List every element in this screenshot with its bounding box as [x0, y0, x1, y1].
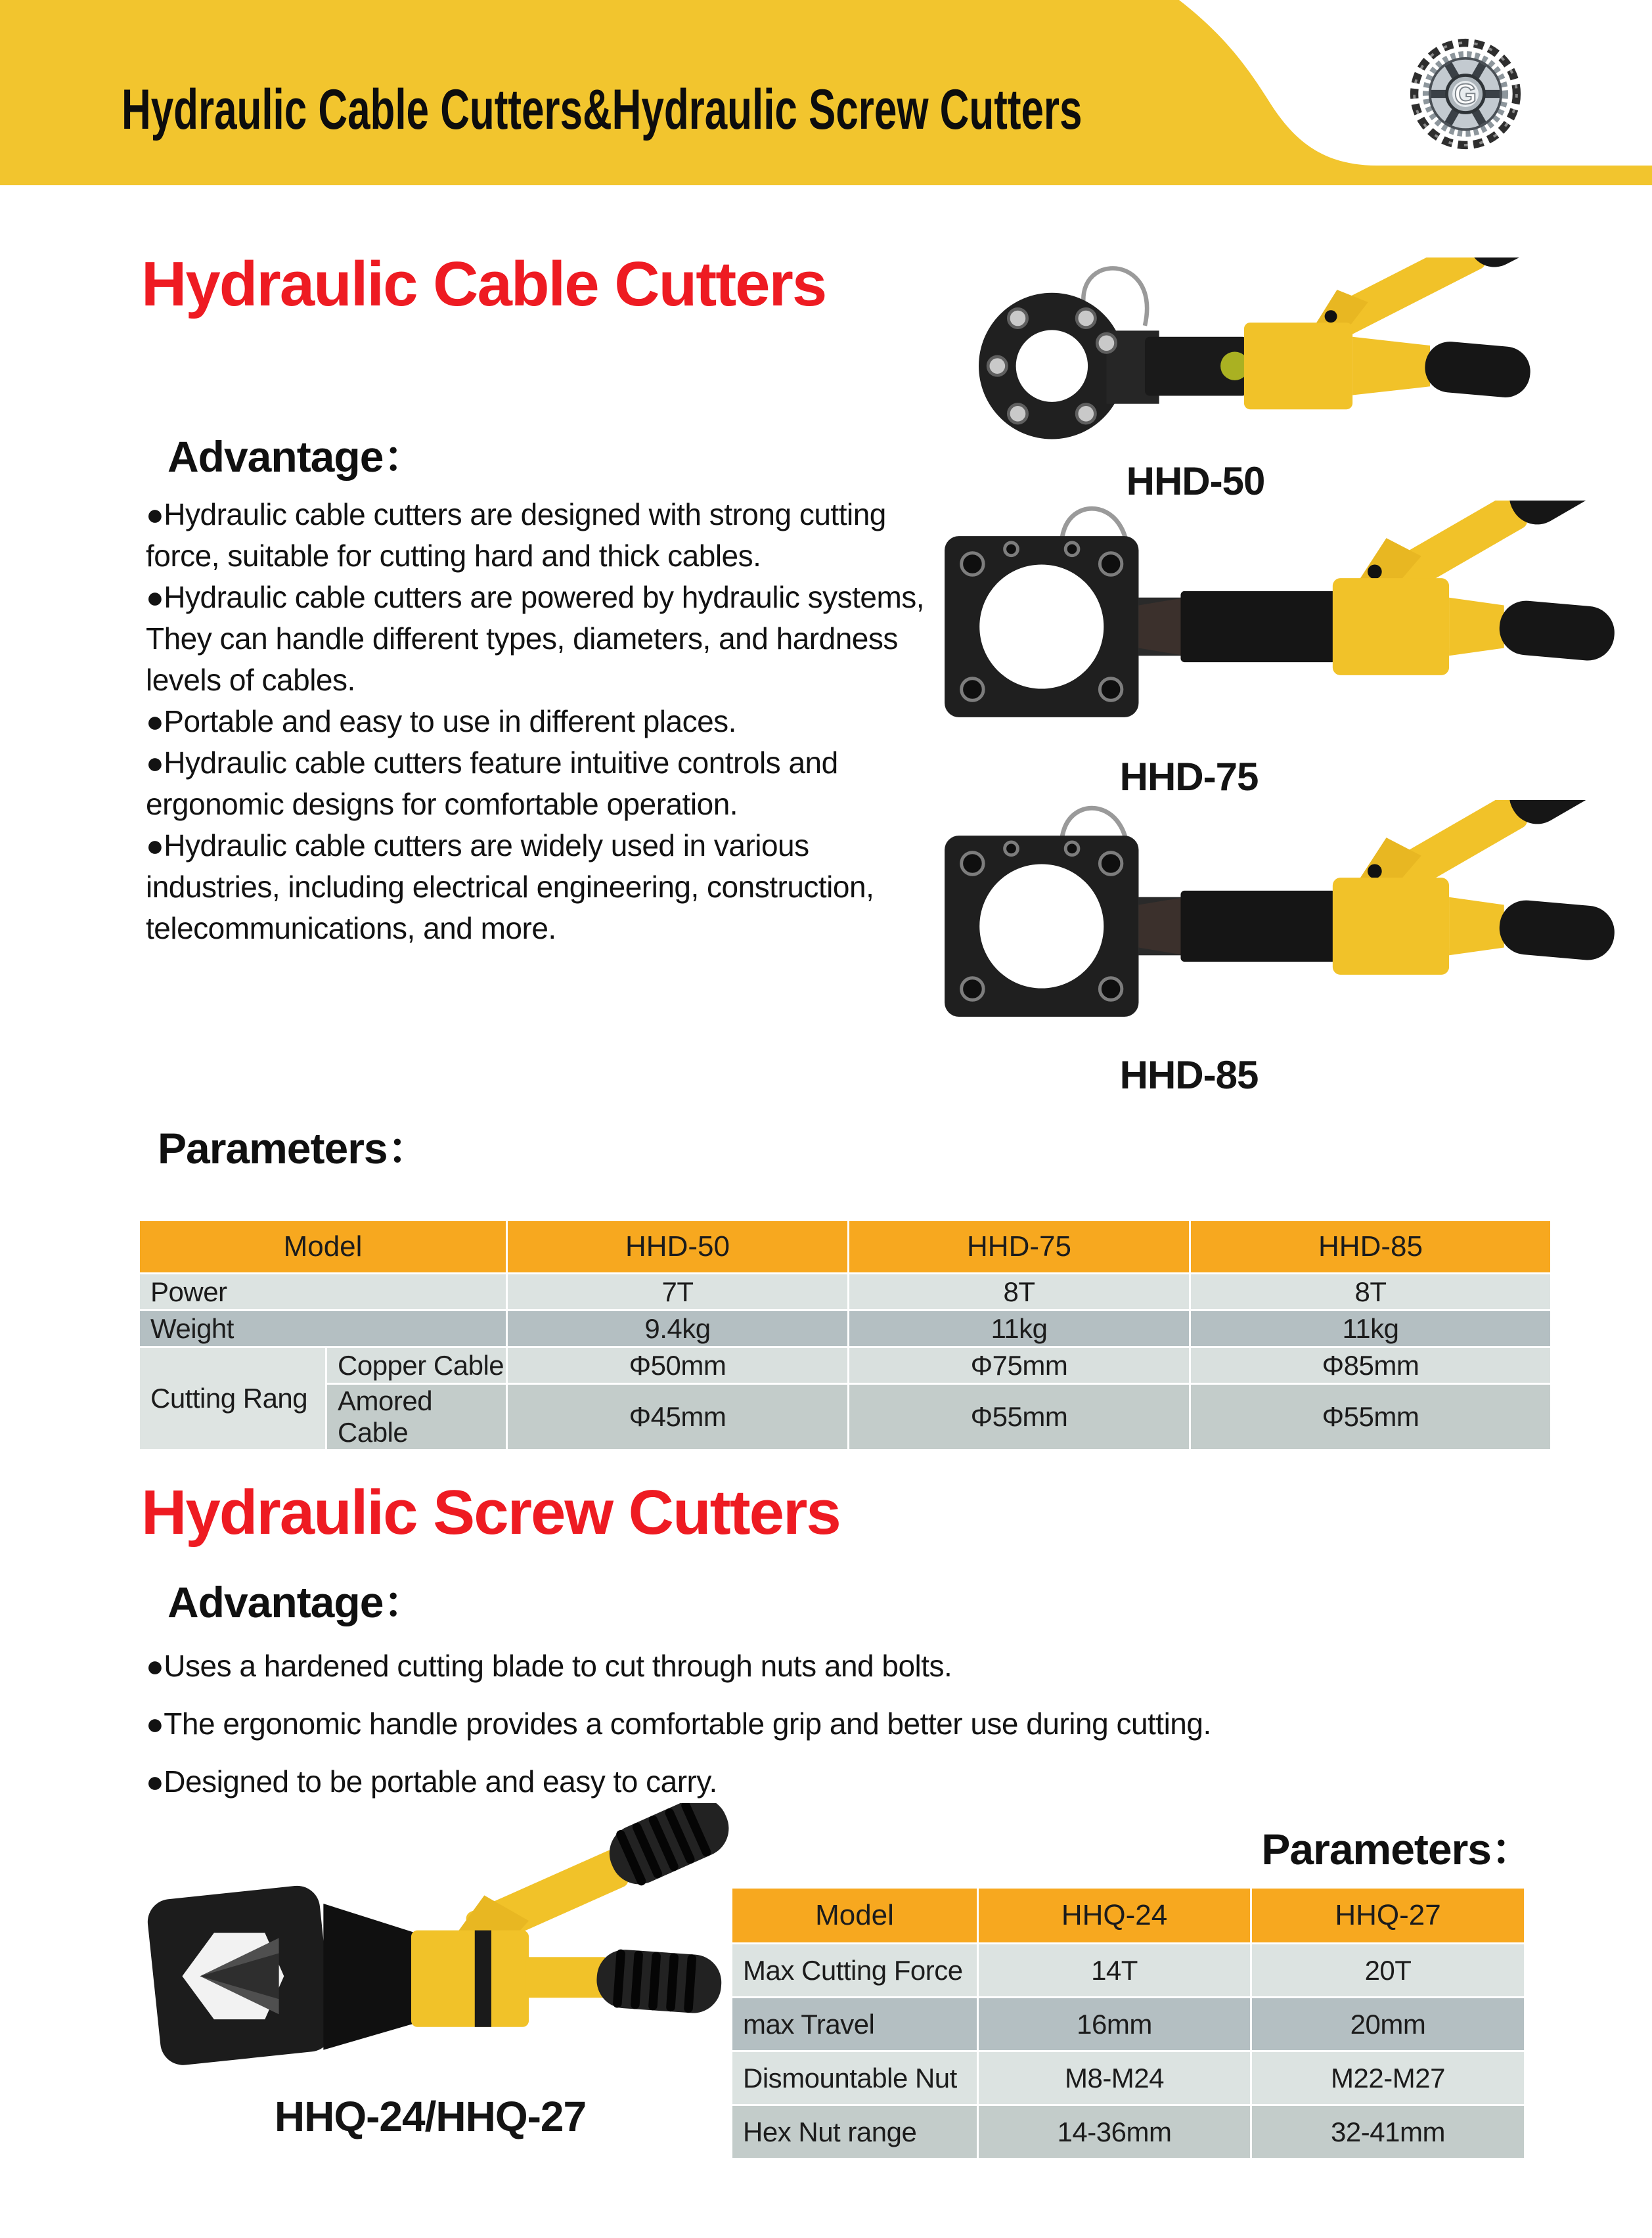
header-banner: [0, 0, 1652, 185]
bullet-item: ●Hydraulic cable cutters feature intuitive controls and ergonomic designs for comfortable operation.: [146, 746, 838, 821]
cable-cutters-heading: Hydraulic Cable Cutters: [141, 249, 826, 319]
table-row: [139, 1310, 1552, 1347]
table-cell: 20mm: [1251, 1998, 1525, 2051]
table-cell: M22-M27: [1251, 2051, 1525, 2105]
table-header-row: [732, 1888, 1525, 1944]
screw-parameters-table: [730, 1887, 1526, 2160]
table-row: [732, 2051, 1525, 2105]
product-label: HHD-75: [1119, 755, 1259, 799]
product-label: HHQ-24/HHQ-27: [274, 2093, 587, 2140]
table-cell: Φ55mm: [849, 1384, 1190, 1450]
screw-advantage-heading: Advantage：: [167, 1578, 426, 1626]
row-label: Max Cutting Force: [732, 1944, 978, 1998]
table-cell: Φ50mm: [507, 1347, 849, 1384]
table-cell: 16mm: [978, 1998, 1251, 2051]
header-cell: HHD-75: [849, 1220, 1190, 1274]
bullet-item: ●Hydraulic cable cutters are powered by hydraulic systems, They can handle different types, diameters, and hardness levels of cables.: [146, 580, 925, 697]
table-cell: Φ55mm: [1190, 1384, 1552, 1450]
logo-letter: G: [1454, 78, 1477, 111]
table-cell: Φ75mm: [849, 1347, 1190, 1384]
page-title: Hydraulic Cable Cutters&Hydraulic Screw Cutters: [122, 78, 1083, 141]
table-header-row: [139, 1220, 1552, 1274]
row-label: Weight: [139, 1310, 507, 1347]
cable-advantage-heading: Advantage：: [167, 432, 426, 481]
table-cell: 8T: [1190, 1274, 1552, 1310]
table-cell: 14T: [978, 1944, 1251, 1998]
bullet-item: ●Uses a hardened cutting blade to cut through nuts and bolts.: [146, 1649, 952, 1683]
bullet-item: ●Hydraulic cable cutters are widely used in various industries, including electrical engineering, construction, telecommunications, and more.: [146, 828, 874, 945]
cable-parameters-heading: Parameters：: [158, 1124, 430, 1173]
row-label: max Travel: [732, 1998, 978, 2051]
screw-parameters-heading: Parameters：: [1261, 1825, 1534, 1873]
header-cell: Model: [732, 1888, 978, 1944]
header-cell: HHD-50: [507, 1220, 849, 1274]
hhq-24-27-product-image: [118, 1803, 742, 2083]
table-cell: 11kg: [1190, 1310, 1552, 1347]
screw-advantage-list: [146, 1646, 1453, 1820]
header-cell: HHQ-27: [1251, 1888, 1525, 1944]
product-label: HHD-85: [1119, 1053, 1259, 1097]
table-cell: M8-M24: [978, 2051, 1251, 2105]
hhd-50-product-image: [946, 257, 1629, 456]
table-row: [732, 1944, 1525, 1998]
screw-cutters-heading: Hydraulic Screw Cutters: [141, 1477, 840, 1548]
table-cell: Φ85mm: [1190, 1347, 1552, 1384]
table-row: [139, 1274, 1552, 1310]
table-cell: 32-41mm: [1251, 2105, 1525, 2159]
row-label: Power: [139, 1274, 507, 1310]
row-label: Dismountable Nut: [732, 2051, 978, 2105]
table-cell: 14-36mm: [978, 2105, 1251, 2159]
bullet-item: ●Designed to be portable and easy to carry.: [146, 1764, 717, 1799]
table-cell: 20T: [1251, 1944, 1525, 1998]
bullet-item: ●The ergonomic handle provides a comfortable grip and better use during cutting.: [146, 1707, 1211, 1741]
header-cell: HHQ-24: [978, 1888, 1251, 1944]
table-cell: 9.4kg: [507, 1310, 849, 1347]
header-cell: HHD-85: [1190, 1220, 1552, 1274]
cable-parameters-table: [138, 1219, 1552, 1451]
row-label: Cutting Rang: [139, 1347, 326, 1450]
table-row: [139, 1347, 1552, 1384]
row-label: Hex Nut range: [732, 2105, 978, 2159]
table-cell: 8T: [849, 1274, 1190, 1310]
table-row: [732, 2105, 1525, 2159]
bullet-item: ●Portable and easy to use in different places.: [146, 704, 736, 738]
hhd-85-product-image: [916, 800, 1652, 1052]
row-sublabel: Copper Cable: [326, 1347, 507, 1384]
cable-advantage-list: [146, 494, 934, 949]
row-sublabel: Amored Cable: [326, 1384, 507, 1450]
gear-chain-logo-icon: [1403, 32, 1528, 156]
table-cell: Φ45mm: [507, 1384, 849, 1450]
table-row: [139, 1384, 1552, 1450]
product-label: HHD-50: [1126, 459, 1265, 503]
table-cell: 11kg: [849, 1310, 1190, 1347]
table-row: [732, 1998, 1525, 2051]
hhd-75-product-image: [916, 501, 1652, 753]
header-cell: Model: [139, 1220, 507, 1274]
bullet-item: ●Hydraulic cable cutters are designed with strong cutting force, suitable for cutting hard and thick cables.: [146, 497, 886, 573]
table-cell: 7T: [507, 1274, 849, 1310]
